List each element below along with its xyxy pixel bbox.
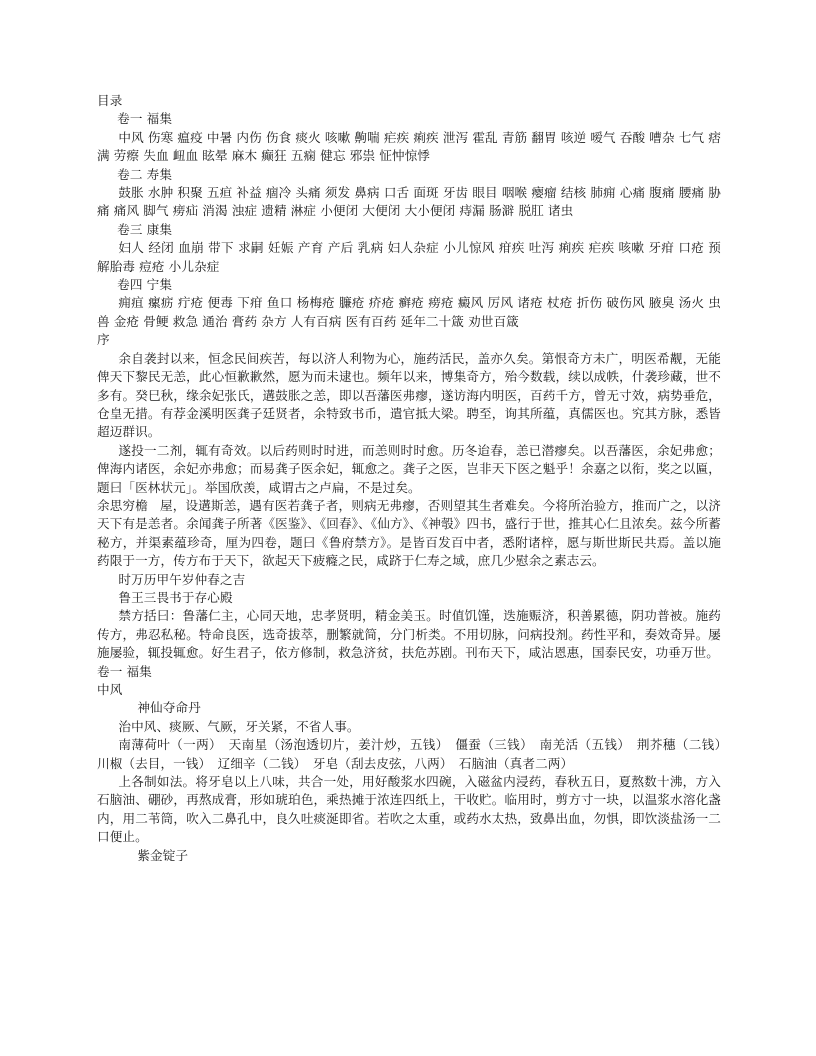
preface-paragraph-3-part2: 屋，设遘斯恙，遇有医若龚子者，则病无弗瘳，否则望其生者难矣。今将所治验方，推而广之，以济天下有是恙者。余闻龚子所著《医鉴》、《回春》、《仙方》、《神彀》四书，盛行于世，推其心仁且浓矣。兹今所蓄秘方，并渠素蕴珍奇，厘为四卷，题曰《鲁府禁方》。是皆百发百中者，悉附诸梓，愿与斯世斯民共焉。盖以施药限于一方，传方布于天下，欲起天下疲癃之民，咸跻于仁寿之域，庶几少慰余之素志云。 [97, 497, 722, 569]
preface-signature-line: 鲁王三畏书于存心殿 [118, 589, 233, 605]
volume-one-heading: 卷一 福集 [97, 663, 152, 679]
toc-volume-title-1[interactable]: 卷一 福集 [117, 111, 173, 127]
preface-heading: 序 [97, 332, 110, 348]
preface-date-line: 时万历甲午岁仲春之吉 [118, 571, 246, 587]
preface-paragraph-2: 遂投一二剂，辄有奇效。以后药则时时进，而恙则时时愈。历冬迨春，恙已潜瘳矣。以吾藩医，余妃弗愈；俾海内诸医，余妃亦弗愈；而易龚子医余妃，辄愈之。龚子之医，岂非天下医之魁乎！余嘉之以衔，奖之以匾，题曰「医林状元」。举国欣羡，咸谓古之卢扁，不是过矣。 [97, 442, 721, 495]
toc-volume-entries-4[interactable]: 痈疽 瘰疬 疔疮 便毒 下疳 鱼口 杨梅疮 臁疮 疥疮 癣疮 痨疮 癜风 厉风 诸疮 杖疮 折伤 破伤风 腋臭 汤火 虫兽 金疮 骨鲠 救急 通治 膏药 杂方 人有百病 医有百药 延年二十箴 劝世百箴 [97, 295, 721, 329]
section-heading-zhongfeng: 中风 [97, 682, 123, 697]
formula-name-zijin-dingzi: 紫金锭子 [137, 847, 189, 863]
preface-postscript: 禁方括曰：鲁藩仁主，心同天地，忠孝贤明，精金美玉。时值饥馑，迭施赈济，积善累德，阴功普被。施药传方，弗忍私秘。特命良医，选奇拔萃，删繁就简，分门析类。不用切脉，问病投剂。药性平和，奏效奇异。屡施屡验，辄投辄愈。好生君子，依方修制，救急济贫，扶危苏剧。刊布天下，咸沾恩惠，国泰民安，功垂万世。 [97, 608, 721, 661]
toc-volume-entries-3[interactable]: 妇人 经闭 血崩 带下 求嗣 妊娠 产育 产后 乳病 妇人杂症 小儿惊风 疳疾 吐泻 痢疾 疟疾 咳嗽 牙疳 口疮 预解胎毒 痘疮 小儿杂症 [97, 240, 721, 274]
formula-ingredients-1: 南薄荷叶（一两） 天南星（汤泡透切片，姜汁炒，五钱） 僵蚕（三钱） 南羌活（五钱） 荆芥穗（二钱） 川椒（去目，一钱） 辽细辛（二钱） 牙皂（刮去皮弦，八两） 石脑油（真者二两） [97, 737, 734, 771]
preface-paragraph-1: 余自袭封以来，恒念民间疾苦，每以济人利物为心，施药活民，盖亦久矣。第恨奇方未广，明医希觏，无能俾天下黎民无恙，此心恒歉歉然，愿为而未逮也。频年以来，博集奇方，殆今数载，续以成帙，什袭珍藏，世不多有。癸巳秋，缘余妃张氏，遘鼓胀之恙，即以吾藩医弗瘳，遂访海内明医，百药千方，曾无寸效，病势垂危，仓皇无措。有荐金溪明医龚子廷贤者，余特致书币，遣官抵大梁。聘至，询其所蕴，真儒医也。究其方脉，悉皆超迈群识。 [97, 350, 721, 440]
page-content [97, 92, 734, 865]
preface-paragraph-3-part1: 余思穷檐 [97, 497, 149, 513]
toc-volume-entries-2[interactable]: 鼓胀 水肿 积聚 五疸 补益 痼冷 头痛 须发 鼻病 口舌 面斑 牙齿 眼目 咽喉 瘿瘤 结核 肺痈 心痛 腹痛 腰痛 胁痛 痛风 脚气 痨疝 消渴 浊症 遗精 淋症 小便闭 大便闭 大小便闭 痔漏 肠澼 脱肛 诸虫 [97, 185, 721, 219]
preface-paragraph-3 [97, 497, 721, 571]
formula-preparation-1: 上各制如法。将牙皂以上八味，共合一处，用好酸浆水四碗，入磁盆内浸药，春秋五日，夏熬数十沸，方入石脑油、硼砂，再熬成膏，形如琥珀色，乘热摊于浓连四纸上，干收贮。临用时，剪方寸一块，以温浆水溶化盏内，用二苇筒，吹入二鼻孔中，良久吐痰涎即省。若吹之太重，或药水太热，致鼻出血，勿惧，即饮淡盐汤一二口便止。 [97, 774, 721, 845]
toc-volume-entries-1[interactable]: 中风 伤寒 瘟疫 中暑 内伤 伤食 痰火 咳嗽 齁喘 疟疾 痢疾 泄泻 霍乱 青筋 翻胃 咳逆 嗳气 吞酸 嘈杂 七气 痞满 劳瘵 失血 衄血 眩晕 麻木 癫狂 五痫 健忘 邪祟 怔忡惊悸 [97, 129, 721, 164]
toc-volume-title-3[interactable]: 卷三 康集 [117, 221, 173, 237]
toc-volume-title-2[interactable]: 卷二 寿集 [117, 166, 173, 182]
toc-heading: 目录 [97, 93, 123, 108]
formula-indication-1: 治中风、痰厥、气厥，牙关紧，不省人事。 [118, 718, 360, 734]
toc-volume-title-4[interactable]: 卷四 宁集 [117, 277, 173, 293]
formula-name-shenxian-duoming-dan: 神仙夺命丹 [137, 700, 201, 716]
